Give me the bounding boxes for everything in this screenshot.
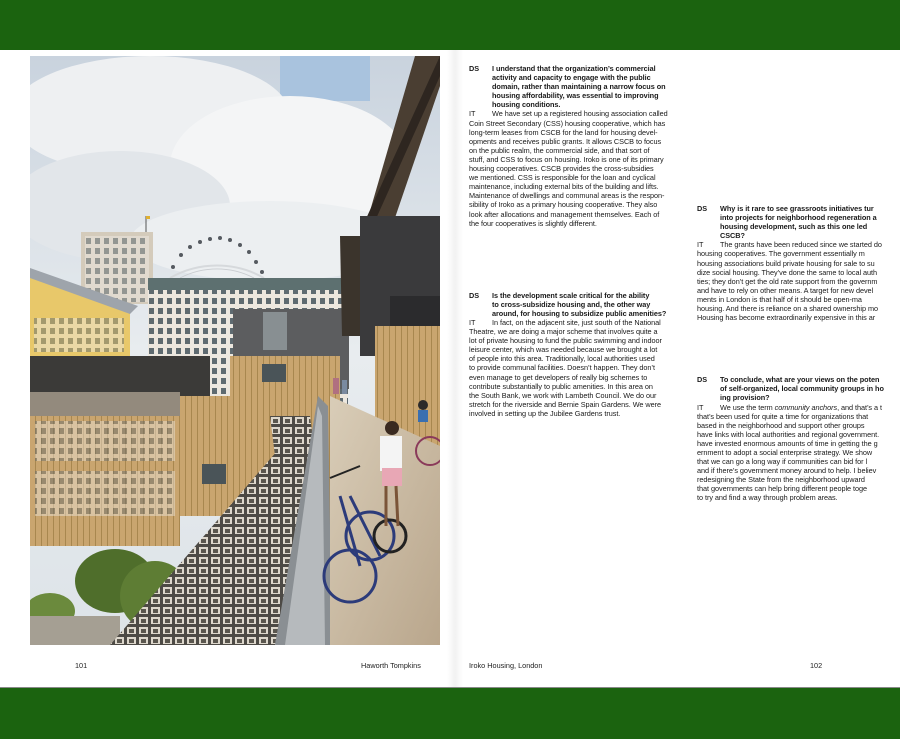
answer-line: long-term leases from CSCB for the land for housing devel- bbox=[469, 127, 658, 137]
answer-line: The grants have been reduced since we started do bbox=[720, 240, 882, 250]
answer-line: have invested enormous amounts of time in getting the g bbox=[697, 438, 878, 448]
answer-line: Maintenance of dwellings and communal areas is the respon- bbox=[469, 191, 665, 201]
answer-line: lot of private housing to fund the public swimming and indoor bbox=[469, 336, 662, 346]
answer-line: even manage to get developers of really big schemes to bbox=[469, 372, 648, 382]
answer-line: the South Bank, we work with Lambeth Council. We do our bbox=[469, 390, 657, 400]
question-line: Why is it rare to see grassroots initiatives tur bbox=[720, 204, 874, 213]
answer-line: we mentioned. CSS is responsible for the loan and cyclical bbox=[469, 173, 656, 183]
answer-line: that governments can help bring different people toge bbox=[697, 484, 868, 494]
answer-line: redesigning the State from the neighborhood upward bbox=[697, 475, 865, 485]
answer-text: , and that’s a t bbox=[837, 402, 882, 412]
bottom-frame-bar bbox=[0, 687, 900, 739]
text-column-a bbox=[469, 64, 689, 418]
answer-line: have links with local authorities and regional government. bbox=[697, 429, 880, 439]
answer-line: stretch for the riverside and Bernie Spain Gardens. We were bbox=[469, 399, 662, 409]
answer-line: sibility of Iroko as a primary housing cooperative. They also bbox=[469, 200, 658, 210]
answer-1 bbox=[469, 109, 689, 227]
answer-line: opments and receives public grants. It allows CSCB to focus bbox=[469, 136, 662, 146]
answer-line: that we can go a long way if communities can bid for l bbox=[697, 457, 868, 467]
emphasis-term: community anchors bbox=[774, 402, 838, 412]
speaker-label-it: IT bbox=[469, 317, 476, 327]
answer-line: stuff, and CSS to focus on housing. Iroko is one of its primary bbox=[469, 154, 664, 164]
question-line: housing conditions. bbox=[492, 100, 561, 110]
qa-block-2 bbox=[469, 291, 689, 418]
qa-block-1 bbox=[469, 64, 689, 228]
answer-line: to provide communal facilities. Doesn’t happen. They don’t bbox=[469, 363, 655, 373]
answer-line: and have to rely on other means. A target for new devel bbox=[697, 285, 874, 295]
answer-line: look after allocations and management themselves. Each of bbox=[469, 209, 660, 219]
speaker-label-ds: DS bbox=[697, 204, 708, 213]
question-line: To conclude, what are your views on the poten bbox=[720, 375, 880, 385]
question-line: I understand that the organization’s commercial bbox=[492, 64, 656, 73]
answer-line: contribute substantially to public amenities. In this area on bbox=[469, 381, 653, 391]
answer-line: Theatre, we are doing a major scheme that involves quite a bbox=[469, 327, 658, 337]
question-2 bbox=[469, 291, 689, 318]
answer-line: maintenance, including external bits of the building and lifts. bbox=[469, 182, 659, 192]
answer-line: housing. And there is reliance on a shared ownership mo bbox=[697, 304, 879, 314]
question-4 bbox=[697, 375, 900, 402]
answer-line: leisure center, which was needed because we brought a lot bbox=[469, 345, 658, 355]
answer-line: ments in London is that half of it should be open-ma bbox=[697, 294, 862, 304]
question-line: around, for housing to subsidize public amenities? bbox=[492, 308, 667, 318]
right-running-head: Iroko Housing, London bbox=[469, 661, 543, 670]
book-spread bbox=[0, 50, 900, 687]
book-spine-shadow bbox=[447, 50, 463, 687]
answer-line: ernment to adopt a social enterprise strategy. We show bbox=[697, 447, 873, 457]
right-page-number: 102 bbox=[810, 661, 823, 670]
photo-image-icon bbox=[30, 56, 440, 645]
question-line: to cross-subsidize housing and, the other way bbox=[492, 299, 651, 309]
text-column-b bbox=[697, 204, 900, 503]
answer-line: based in the neighborhood and support other groups bbox=[697, 420, 865, 430]
speaker-label-it: IT bbox=[697, 402, 704, 412]
photo-iroko-housing bbox=[30, 56, 440, 645]
speaker-label-ds: DS bbox=[469, 64, 480, 73]
speaker-label-it: IT bbox=[469, 109, 476, 119]
question-text bbox=[720, 375, 900, 402]
speaker-label-ds: DS bbox=[697, 375, 708, 385]
question-line: into projects for neighborhood regeneration a bbox=[720, 213, 877, 223]
top-frame-bar bbox=[0, 0, 900, 50]
question-text bbox=[492, 64, 689, 109]
answer-line: on the public realm, the commercial side, and that sort of bbox=[469, 145, 650, 155]
answer-line: housing associations build private housing for sale to su bbox=[697, 258, 875, 268]
question-line: housing affordability, was essential to improving bbox=[492, 91, 659, 101]
question-line: housing development, such as this one led bbox=[720, 222, 868, 232]
answer-line: dize social housing. They’ve done the same to local auth bbox=[697, 267, 878, 277]
answer-4 bbox=[697, 403, 900, 503]
left-page-number: 101 bbox=[75, 661, 88, 670]
left-running-head: Haworth Tompkins bbox=[361, 661, 421, 670]
answer-line: of people into this area. Traditionally, local authorities used bbox=[469, 354, 655, 364]
qa-block-4 bbox=[697, 375, 900, 502]
answer-line: involved in setting up the Jubilee Gardens trust. bbox=[469, 408, 621, 418]
answer-line: that’s been used for quite a time for organizations that bbox=[697, 411, 869, 421]
question-line: ing provision? bbox=[720, 393, 770, 403]
answer-line: housing cooperatives. CSCB provides the cross-subsidies bbox=[469, 164, 654, 174]
speaker-label-ds: DS bbox=[469, 290, 480, 300]
question-3 bbox=[697, 204, 900, 240]
speaker-label-it: IT bbox=[697, 240, 704, 250]
answer-line: ties; they don’t get the old rate support from the governm bbox=[697, 276, 878, 286]
question-line: of self-organized, local community groups in ho bbox=[720, 384, 884, 394]
answer-3 bbox=[697, 240, 900, 322]
answer-line: to try and find a way through problem areas. bbox=[697, 493, 838, 503]
question-line: domain, rather than maintaining a narrow focus on bbox=[492, 82, 666, 92]
answer-line: the four cooperatives is slightly different. bbox=[469, 218, 597, 228]
question-line: Is the development scale critical for the ability bbox=[492, 290, 650, 300]
question-line: activity and capacity to engage with the public bbox=[492, 73, 651, 83]
answer-line: We have set up a registered housing association called bbox=[492, 109, 668, 119]
question-1 bbox=[469, 64, 689, 109]
answer-line: and if there’s government money around to help. I believ bbox=[697, 466, 877, 476]
answer-line: housing cooperatives. The government essentially m bbox=[697, 249, 865, 259]
answer-line: Coin Street Secondary (CSS) housing cooperative, which has bbox=[469, 118, 666, 128]
answer-line: Housing has become extraordinarily expensive in this ar bbox=[697, 313, 876, 323]
question-text bbox=[720, 204, 900, 240]
question-text bbox=[492, 291, 689, 318]
answer-text: We use the term bbox=[720, 402, 775, 412]
answer-2 bbox=[469, 318, 689, 418]
answer-line: In fact, on the adjacent site, just south of the National bbox=[492, 317, 661, 327]
question-line: CSCB? bbox=[720, 231, 745, 241]
qa-block-3 bbox=[697, 204, 900, 322]
